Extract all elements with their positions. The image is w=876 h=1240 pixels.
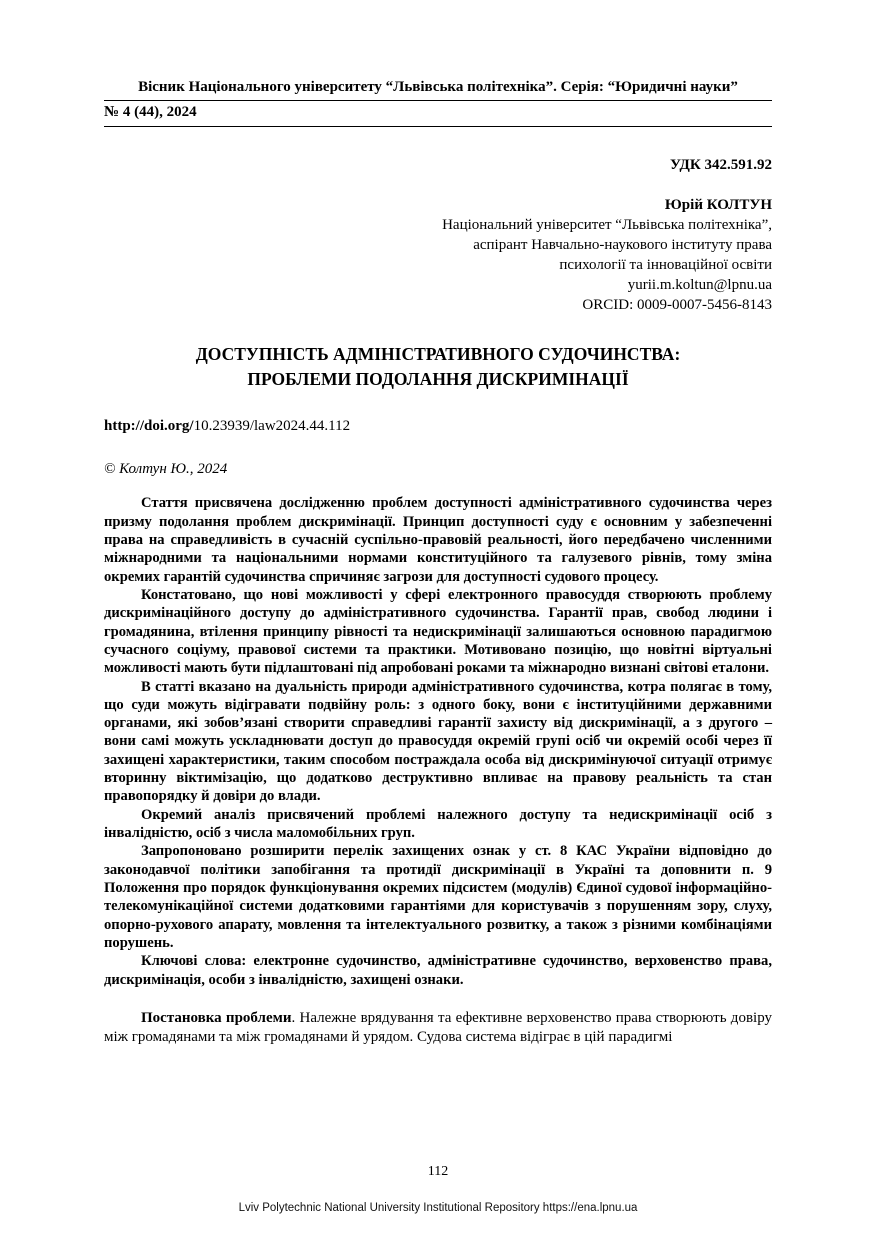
author-email: yurii.m.koltun@lpnu.ua: [627, 276, 772, 293]
article-title-line: ДОСТУПНІСТЬ АДМІНІСТРАТИВНОГО СУДОЧИНСТВА:: [195, 343, 681, 364]
author-affiliation-line: психології та інноваційної освіти: [559, 256, 772, 273]
author-block: [104, 196, 772, 316]
journal-issue: № 4 (44), 2024: [104, 101, 772, 128]
page-footer: [104, 1164, 772, 1240]
abstract-paragraph: Запропоновано розширити перелік захищених ознак у ст. 8 КАС України відповідно до законодавчої політики запобігання та протидії дискримінації в Україні та доповнити п. 9 Положення про порядок функціонування окремих підсистем (модулів) Єдиної судової інформаційно-телекомунікаційної системи додатковими гарантіями для користувачів з порушенням зору, слуху, опорно-рухового апарату, мовлення та інтелектуального розвитку, а також з різними комбінаціями порушень.: [104, 843, 772, 951]
page-number: 112: [427, 1164, 449, 1179]
copyright-notice: © Колтун Ю., 2024: [104, 461, 228, 478]
repository-stamp: Lviv Polytechnic National University Institutional Repository https://ena.lpnu.ua: [238, 1202, 638, 1214]
abstract: [104, 494, 772, 988]
abstract-paragraph: Стаття присвячена дослідженню проблем доступності адміністративного судочинства через призму подолання проблем дискримінації. Принцип доступності суду є основним у забезпеченні права на справедливість в сучасній суспільно-правовій реальності, його передбачено численними міжнародними та національними нормами конституційного та галузевого рівнів, тому зміна окремих гарантій судочинства спричиняє загрози для доступності судового процесу.: [104, 495, 772, 585]
body-paragraph-text: . Належне врядування та ефективне верховенство права створюють довіру між громадянами та між громадянами й урядом. Судова система відіграє в цій парадигмі: [104, 1009, 772, 1046]
abstract-paragraph: Констатовано, що нові можливості у сфері електронного правосуддя створюють проблему дискримінаційного доступу до адміністративного судочинства. Гарантії прав, свобод людини і громадянина, втілення принципу рівності та недискримінації залишаються основною парадигмою сучасного соціуму, правової системи та практики. Мотивовано позицію, що новітні віртуальні можливості мають бути підлаштовані під апробовані роками та міжнародно визнані світові еталони.: [104, 586, 772, 677]
doi-line: [104, 418, 772, 435]
doi-prefix: http://doi.org/: [104, 418, 194, 435]
author-orcid: ORCID: 0009-0007-5456-8143: [582, 296, 772, 313]
running-head: [104, 78, 772, 127]
abstract-paragraph: Окремий аналіз присвячений проблемі належного доступу та недискримінації осіб з інвалідністю, осіб з числа маломобільних груп.: [104, 806, 772, 841]
author-affiliation-line: аспірант Навчально-наукового інституту права: [473, 236, 772, 253]
doi-number: 10.23939/law2024.44.112: [193, 418, 351, 435]
article-body: [104, 1009, 772, 1048]
author-name: Юрій КОЛТУН: [664, 197, 772, 213]
abstract-keywords: Ключові слова: електронне судочинство, адміністративне судочинство, верховенство права, дискримінація, особи з інвалідністю, захищені ознаки.: [104, 953, 772, 988]
section-heading-inline: Постановка проблеми: [141, 1009, 292, 1026]
article-title-line: ПРОБЛЕМИ ПОДОЛАННЯ ДИСКРИМІНАЦІЇ: [247, 369, 629, 389]
body-paragraph: [104, 1009, 772, 1048]
author-affiliation-line: Національний університет “Львівська політехніка”,: [442, 216, 772, 233]
abstract-paragraph: В статті вказано на дуальність природи адміністративного судочинства, котра полягає в тому, що суди можуть відігравати подвійну роль: з одного боку, вони є інституційними державними органами, які зобов’язані створити справедливі гарантії захисту від дискримінації, а з другого – вони самі можуть ускладнювати доступ до правосуддя окремій групі осіб чи окремій особі через її захищені характеристики, таким способом постраждала особа від дискримінуючої ситуації отримує вторинну віктимізацію, що додатково деструктивно впливає на правову реальність та стан правопорядку й довіри до влади.: [104, 678, 772, 805]
udk-code: УДК 342.591.92: [670, 157, 772, 173]
journal-title: Вісник Національного університету “Львівська політехніка”. Серія: “Юридичні науки”: [104, 78, 772, 101]
article-title: [104, 342, 772, 393]
